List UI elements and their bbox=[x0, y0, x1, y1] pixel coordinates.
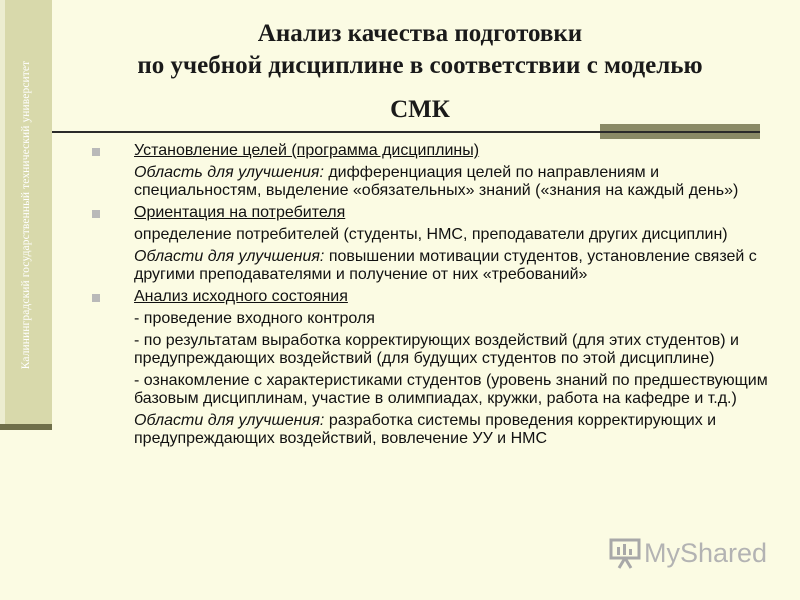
italic-label: Области для улучшения: bbox=[134, 248, 325, 265]
paragraph-text: - по результатам выработка корректирующих воздействий (для этих студентов) и предупреждающих воздействий (для будущих студентов по этой дисциплине) bbox=[134, 332, 739, 367]
section-heading: Установление целей (программа дисциплины) bbox=[134, 142, 480, 159]
title-divider bbox=[52, 131, 760, 133]
bullet-section-1 bbox=[88, 142, 778, 160]
paragraph-text: разработка системы проведения корректирующих и предупреждающих воздействий, вовлечение УУ и НМС bbox=[134, 412, 717, 447]
university-name: Калининградский государственный технический университет bbox=[20, 60, 32, 370]
paragraph bbox=[88, 310, 778, 328]
paragraph bbox=[88, 248, 778, 284]
title-line-2: по учебной дисциплине в соответствии с моделью bbox=[137, 52, 703, 79]
paragraph-text: - ознакомление с характеристиками студентов (уровень знаний по предшествующим базовым дисциплинам, участие в олимпиадах, кружки, работа на кафедре и т.д.) bbox=[134, 372, 768, 407]
bullet-square-icon bbox=[92, 294, 100, 302]
myshared-logo bbox=[608, 536, 767, 570]
sidebar-stripe bbox=[0, 0, 5, 430]
italic-label: Область для улучшения: bbox=[134, 164, 324, 181]
bullet-section-2 bbox=[88, 204, 778, 222]
paragraph-text: повышении мотивации студентов, установление связей с другими преподавателями и получение от них «требований» bbox=[134, 248, 757, 283]
presentation-board-icon bbox=[608, 536, 644, 570]
sidebar bbox=[0, 0, 52, 430]
sidebar-bottom-bar bbox=[0, 424, 52, 430]
italic-label: Области для улучшения: bbox=[134, 412, 325, 429]
paragraph-text: - проведение входного контроля bbox=[134, 310, 375, 327]
bullet-square-icon bbox=[92, 210, 100, 218]
bullet-section-3 bbox=[88, 288, 778, 306]
paragraph bbox=[88, 332, 778, 368]
slide-title bbox=[60, 18, 780, 82]
section-heading: Ориентация на потребителя bbox=[134, 204, 346, 221]
slide-content bbox=[88, 142, 778, 452]
myshared-logo-text: MyShared bbox=[644, 537, 768, 568]
paragraph bbox=[88, 372, 778, 408]
paragraph bbox=[88, 412, 778, 448]
title-line-1: Анализ качества подготовки bbox=[257, 20, 583, 47]
title-line-3: СМК bbox=[390, 96, 450, 123]
paragraph bbox=[88, 164, 778, 200]
bullet-square-icon bbox=[92, 148, 100, 156]
paragraph-text: определение потребителей (студенты, НМС, преподаватели других дисциплин) bbox=[134, 226, 728, 243]
paragraph-text: дифференциация целей по направлениям и специальностям, выделение «обязательных» знаний («знания на каждый день») bbox=[134, 164, 739, 199]
paragraph bbox=[88, 226, 778, 244]
section-heading: Анализ исходного состояния bbox=[134, 288, 348, 305]
